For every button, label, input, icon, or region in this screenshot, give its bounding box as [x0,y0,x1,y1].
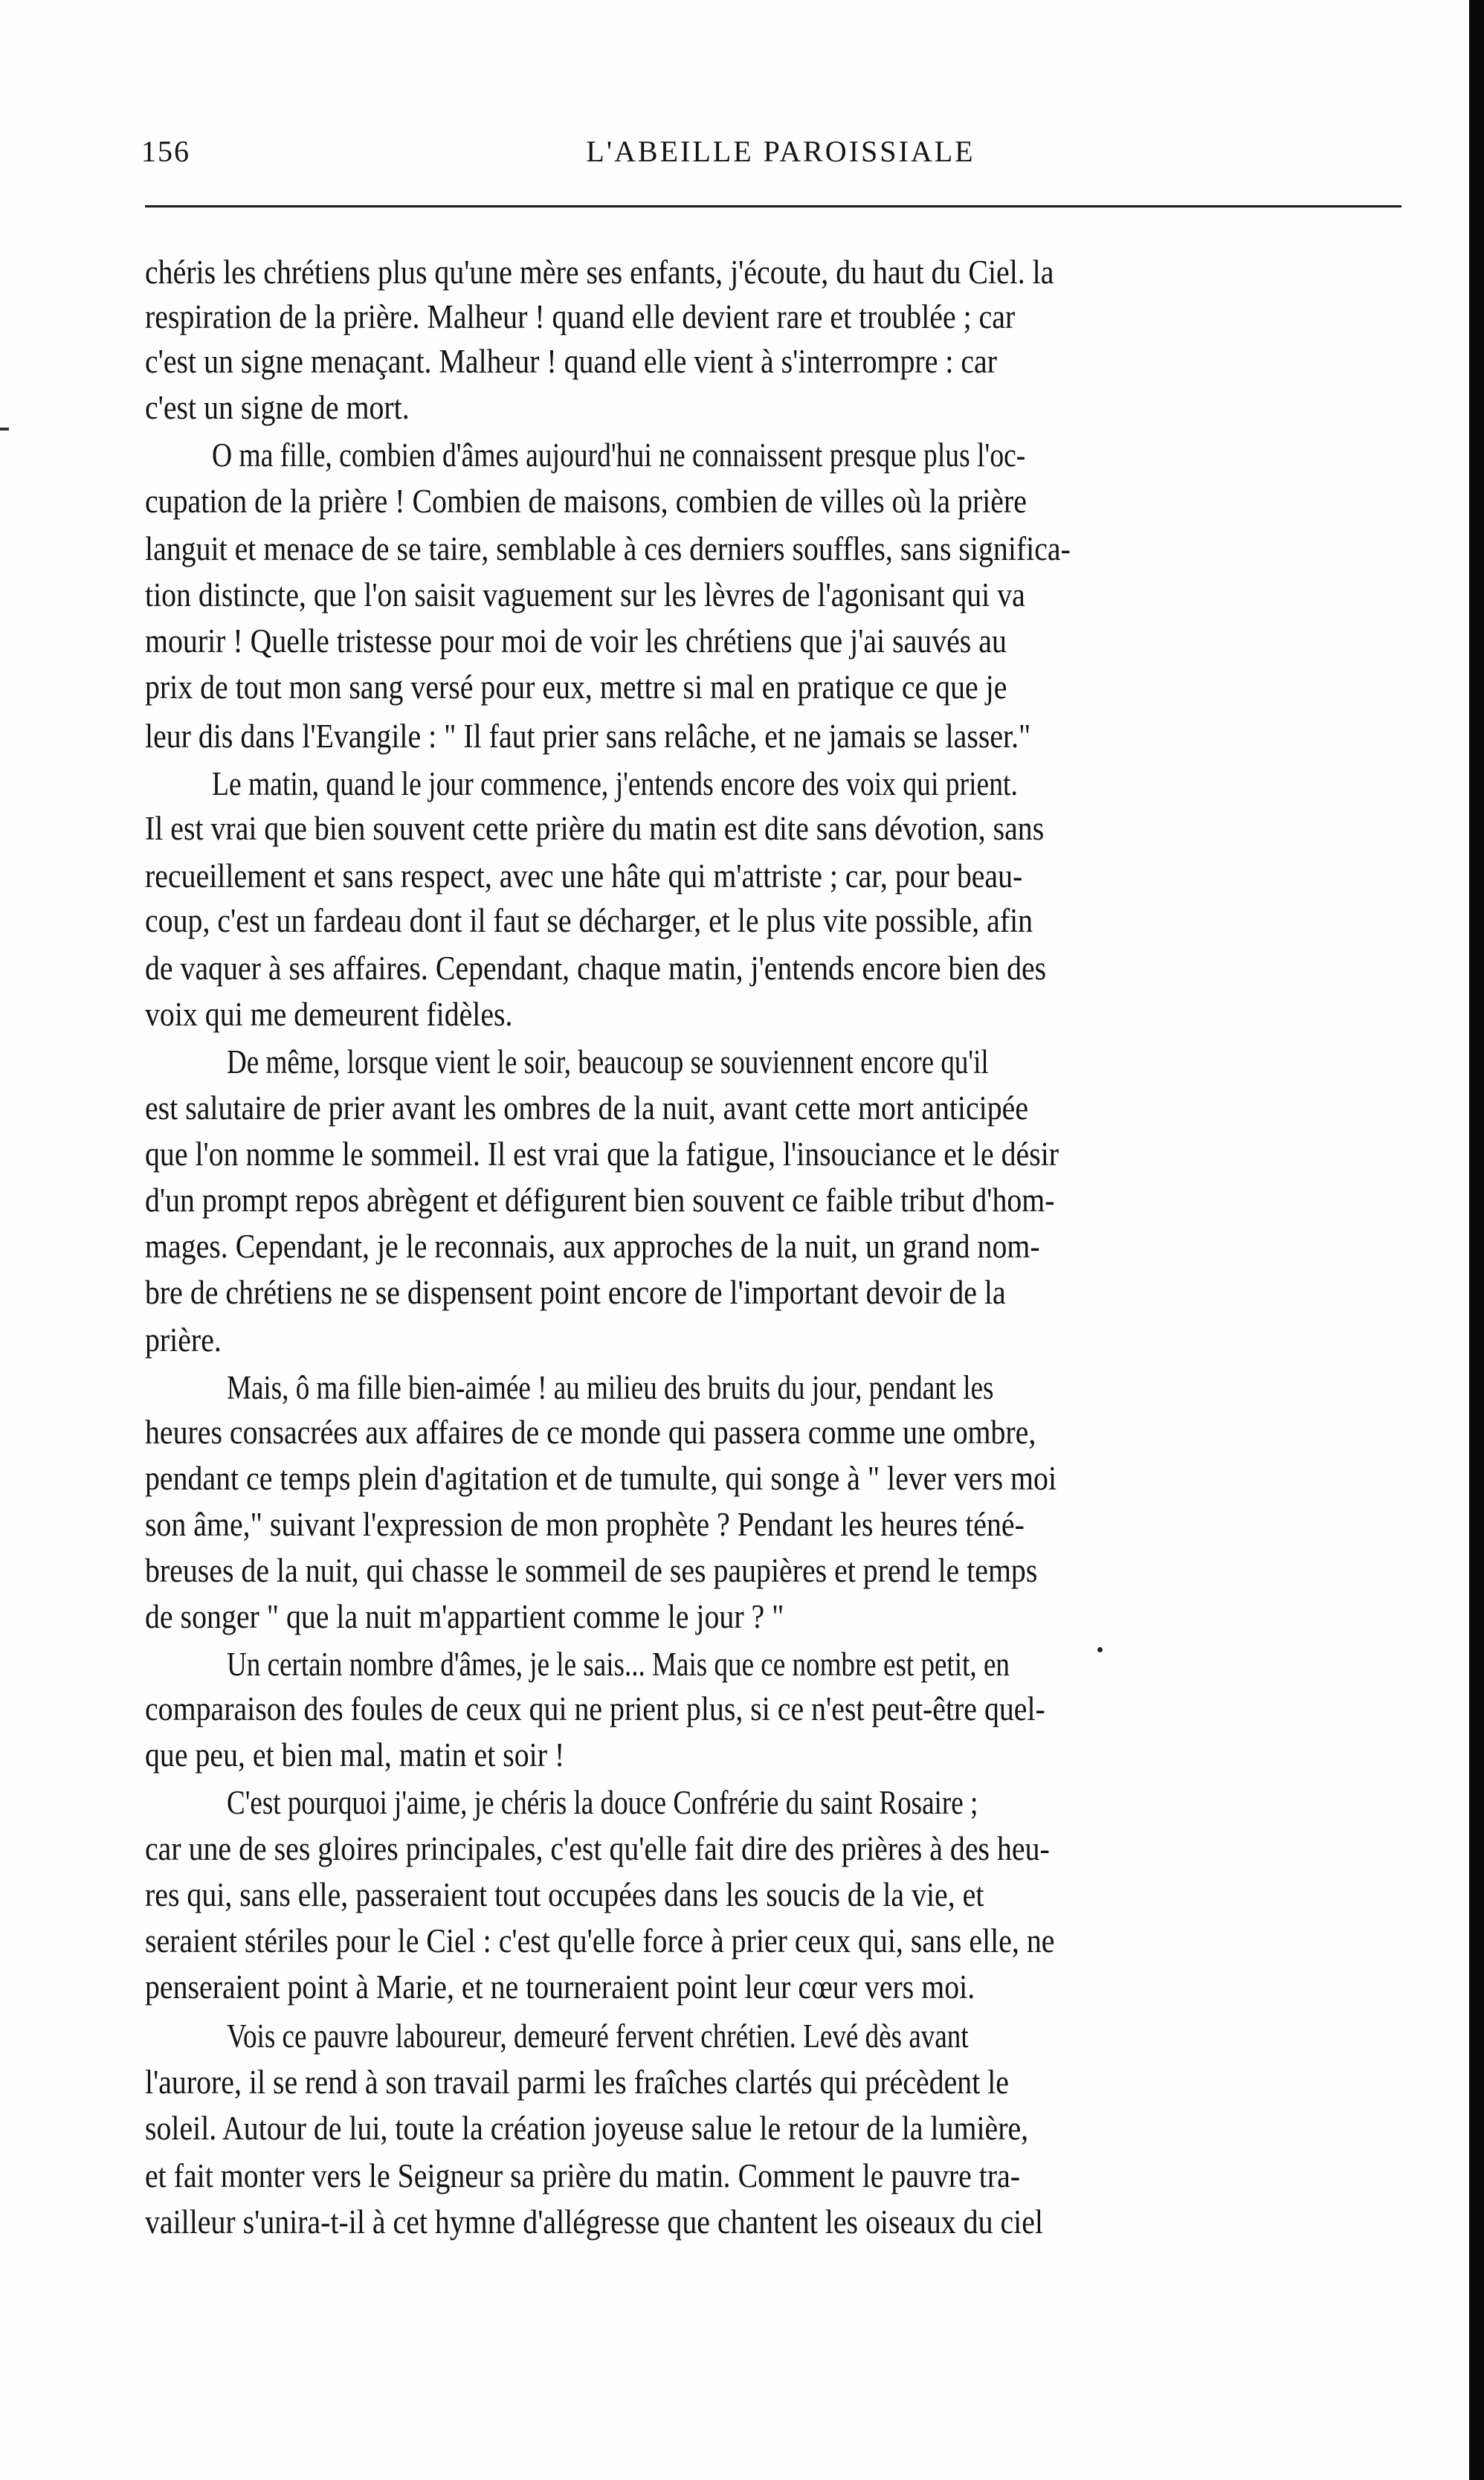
text-line: que l'on nomme le sommeil. Il est vrai que la fatigue, l'insouciance et le désir [145,1136,1059,1173]
text-line: de songer " que la nuit m'appartient comme le jour ? " [145,1598,784,1635]
text-line: coup, c'est un fardeau dont il faut se décharger, et le plus vite possible, afin [145,902,1033,939]
text-line: languit et menace de se taire, semblable à ces derniers souffles, sans significa- [145,530,1071,567]
text-line: Il est vrai que bien souvent cette prière du matin est dite sans dévotion, sans [145,810,1045,847]
text-line: car une de ses gloires principales, c'est qu'elle fait dire des prières à des heu- [145,1830,1050,1867]
text-line: mourir ! Quelle tristesse pour moi de voir les chrétiens que j'ai sauvés au [145,622,1007,660]
text-line: voix qui me demeurent fidèles. [145,996,513,1033]
text-line: de vaquer à ses affaires. Cependant, chaque matin, j'entends encore bien des [145,950,1047,987]
text-line: seraient stériles pour le Ciel : c'est qu'elle force à prier ceux qui, sans elle, ne [145,1922,1055,1959]
margin-mark [0,428,9,431]
text-line: mages. Cependant, je le reconnais, aux approches de la nuit, un grand nom- [145,1228,1040,1265]
text-line: que peu, et bien mal, matin et soir ! [145,1736,565,1774]
page-header [141,134,1420,178]
text-line: heures consacrées aux affaires de ce monde qui passera comme une ombre, [145,1414,1036,1451]
text-line: Vois ce pauvre laboureur, demeuré fervent chrétien. Levé dès avant [227,2017,969,2055]
text-line: C'est pourquoi j'aime, je chéris la douce Confrérie du saint Rosaire ; [227,1784,978,1821]
text-line: pendant ce temps plein d'agitation et de tumulte, qui songe à " lever vers moi [145,1460,1057,1497]
text-line: Le matin, quand le jour commence, j'entends encore des voix qui prient. [212,765,1018,802]
text-line: l'aurore, il se rend à son travail parmi les fraîches clartés qui précèdent le [145,2064,1009,2101]
text-line: breuses de la nuit, qui chasse le sommeil de ses paupières et prend le temps [145,1552,1038,1589]
text-line: penseraient point à Marie, et ne tourneraient point leur cœur vers moi. [145,1968,975,2006]
text-line: Mais, ô ma fille bien-aimée ! au milieu des bruits du jour, pendant les [227,1369,994,1406]
text-line: et fait monter vers le Seigneur sa prière du matin. Comment le pauvre tra- [145,2157,1021,2194]
text-line: prix de tout mon sang versé pour eux, mettre si mal en pratique ce que je [145,669,1007,706]
text-line: bre de chrétiens ne se dispensent point encore de l'important devoir de la [145,1274,1006,1311]
header-rule [145,205,1401,207]
running-title: L'ABEILLE PAROISSIALE [586,135,975,168]
text-line: Un certain nombre d'âmes, je le sais... Mais que ce nombre est petit, en [227,1646,1010,1683]
text-line: c'est un signe menaçant. Malheur ! quand elle vient à s'interrompre : car [145,343,998,380]
text-line: leur dis dans l'Evangile : " Il faut prier sans relâche, et ne jamais se lasser." [145,718,1031,755]
text-line: res qui, sans elle, passeraient tout occupées dans les soucis de la vie, et [145,1876,984,1913]
page-edge-shadow [1469,0,1484,2480]
text-line: O ma fille, combien d'âmes aujourd'hui ne connaissent presque plus l'oc- [212,437,1026,474]
text-line: recueillement et sans respect, avec une hâte qui m'attriste ; car, pour beau- [145,857,1023,895]
text-line: vailleur s'unira-t-il à cet hymne d'allégresse que chantent les oiseaux du ciel [145,2203,1043,2241]
text-line: d'un prompt repos abrègent et défigurent bien souvent ce faible tribut d'hom- [145,1182,1055,1219]
text-line: c'est un signe de mort. [145,389,410,426]
page-number: 156 [141,135,190,168]
text-line: est salutaire de prier avant les ombres de la nuit, avant cette mort anticipée [145,1089,1029,1127]
text-line: cupation de la prière ! Combien de maisons, combien de villes où la prière [145,483,1027,520]
text-line: De même, lorsque vient le soir, beaucoup se souviennent encore qu'il [227,1043,989,1080]
text-line: respiration de la prière. Malheur ! quand elle devient rare et troublée ; car [145,298,1016,335]
text-line: tion distincte, que l'on saisit vaguement sur les lèvres de l'agonisant qui va [145,576,1025,613]
text-line: chéris les chrétiens plus qu'une mère ses enfants, j'écoute, du haut du Ciel. la [145,254,1054,291]
text-line: soleil. Autour de lui, toute la création joyeuse salue le retour de la lumière, [145,2110,1029,2147]
text-line: son âme," suivant l'expression de mon prophète ? Pendant les heures téné- [145,1506,1025,1543]
text-line: prière. [145,1321,222,1359]
text-line: comparaison des foules de ceux qui ne prient plus, si ce n'est peut-être quel- [145,1690,1045,1727]
